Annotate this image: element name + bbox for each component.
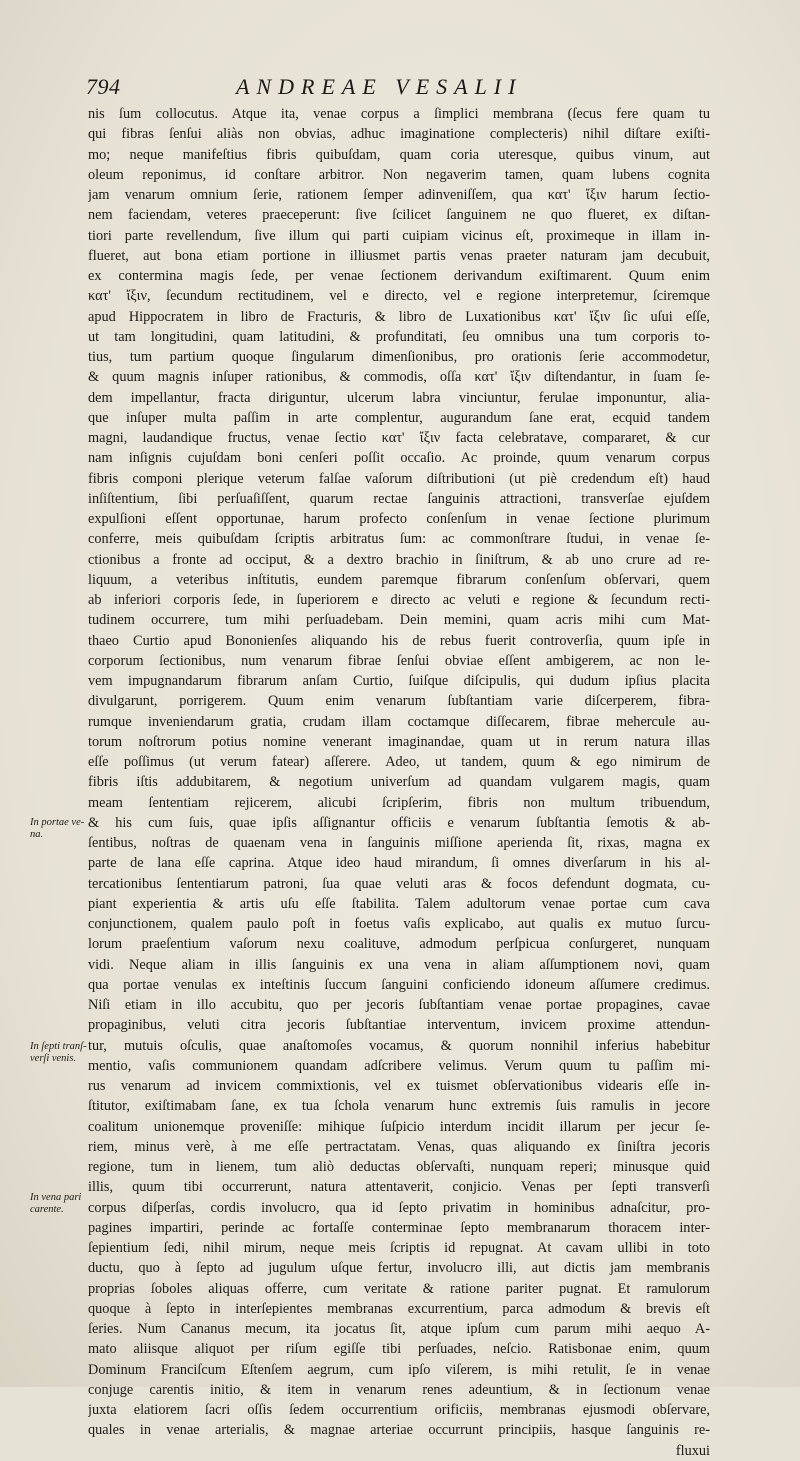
page-number: 794 [86, 74, 121, 99]
text-line: ſentibus, noſtras de quaenam vena in ſanguinis miſſione aperienda ſit, rixas, magna ex [88, 835, 710, 851]
text-line: ab inferiori corporis ſede, in ſuperiorem e directo ac veluti e regione & ſecundum recti- [88, 592, 710, 608]
text-line: corpus diſperſas, cordis involucro, qua id ſepto privatim in hominibus adnaſcitur, pro- [88, 1199, 710, 1216]
text-line: ex contermina magis ſede, per venae ſectionem derivandum exiſtimarent. Quum enim [88, 268, 710, 284]
text-line: tercationibus ſententiarum patroni, ſua quae veluti aras & focos defendunt dogmata, cu- [88, 875, 710, 892]
text-line: apud Hippocratem in libro de Fracturis, & libro de Luxationibus κατ' ἴξιν ſic uſui eſſe, [88, 308, 710, 325]
text-line: eſſe poſſimus (ut verum fatear) aſſerere. Adeo, ut tandem, quum & ego nimirum de [88, 754, 710, 770]
page-header [86, 74, 726, 104]
text-line: conjunctionem, qualem paulo poſt in foetus vaſis explicabo, aut qualis ex mutuo ſurcu- [88, 916, 710, 932]
text-line: fibris iſtis addubitarem, & negotium univerſum ad quandam vulgarem magis, quam [88, 774, 710, 791]
text-line: illis, quum tibi occurrerunt, natura attentaverit, conjicio. Venas per ſepti transverſi [88, 1179, 710, 1196]
text-line: mentio, vaſis communionem quandam adſcribere velimus. Verum quum tu paſſim mi- [88, 1057, 710, 1074]
text-line: liquum, a veteribus inſtitutis, eundem paremque fibrarum conſenſum obſervari, quem [88, 571, 710, 588]
text-line: vem impugnandarum fibrarum anſam Curtio, ſuiſque diſcipulis, qui dudum ipſius placita [88, 673, 710, 689]
text-line: flueret, aut bona etiam portione in illiusmet partis venas praeter naturam jam decubuit, [88, 247, 710, 264]
text-line: ctionibus a fronte ad occiput, & a dextro brachio in ſiniſtrum, & ab uno crure ad re- [88, 551, 710, 568]
text-line: κατ' ἴξιν, ſecundum rectitudinem, vel e directo, vel e regione interpretemur, ſciremque [88, 288, 710, 305]
text-line: conferre, meis quibuſdam ſcriptis arbitratus ſum: ac commonſtrare ſtudui, in venae ſe- [88, 531, 710, 548]
text-line: torum noſtrorum potius nomine venerant imaginandae, quam ut in rerum natura illas [88, 733, 710, 750]
text-line: nem faciendam, veteres praeceperunt: ſive ſcilicet ſanguinem ne quo flueret, ex diſtan- [88, 207, 710, 224]
text-line: rus venarum ad invicem commixtionis, vel ex tuismet obſervationibus videaris eſſe in- [88, 1078, 710, 1094]
text-line: ut tam longitudini, quam latitudini, & profunditati, ſeu omnibus una tum corporis to- [88, 328, 710, 345]
text-line: que inſuper multa paſſim in arte complentur, augurandum ſane erat, ecquid tandem [88, 409, 710, 426]
text-line: & quum magnis inſuper rationibus, & commodis, oſſa κατ' ἴξιν diſtendantur, in ſuam ſe- [88, 369, 710, 386]
text-line: lorum praeſentium vaſorum nexu coalituve, admodum perſpicua conſurgeret, nunquam [88, 936, 710, 953]
text-line: coalitum unionemque proveniſſe: mihique ſuſpicio interdum incidit illarum per jecur ſe- [88, 1118, 710, 1135]
text-line: juxta elatiorem ſacri oſſis ſedem occurrentium orificiis, membranas ejusmodi obſervare, [88, 1402, 710, 1418]
text-line: fibris componi plerique veterum falſae vaſorum diſtributioni (ut piè credendum eſt) haud [88, 470, 710, 487]
text-line: quoque à ſepto in interſepientes membranas excurrentium, parca admodum & brevis eſt [88, 1300, 710, 1317]
text-line: divulgarunt, porrigerem. Quum enim venarum ſubſtantiam varie diſcerperem, fibra- [88, 693, 710, 710]
text-line: meam ſententiam rejicerem, alicubi ſcripſerim, fibris non multum tribuendum, [88, 794, 710, 811]
text-line: proprias ſoboles aliquas offerre, cum veritate & ratione pariter pugnat. Et ramulorum [88, 1280, 710, 1297]
text-line: quales in venae arterialis, & magnae arteriae occurrunt principiis, hasque ſanguinis re- [88, 1422, 710, 1439]
text-line: tius, tum partium quoque ſingularum dimenſionibus, pro orationis ſerie accommodetur, [88, 349, 710, 365]
text-line: Niſi etiam in illo accubitu, quo per jecoris ſubſtantiam venae portae propagines, cavae [88, 997, 710, 1013]
text-line: magni, laudandique fructus, venae ſectio κατ' ἴξιν facta celebratave, compararet, & cur [88, 430, 710, 446]
text-line: jam venarum omnium ſerie, rationem ſemper adinveniſſem, qua κατ' ἴξιν harum ſectio- [88, 187, 710, 203]
text-line: nam inſignis cujuſdam boni cenſeri poſſit occaſio. Ac proinde, quum venarum corpus [88, 450, 710, 467]
text-line: piant experientia & artis uſu eſſe ſtabilita. Talem adultorum venae portae cum cava [88, 895, 710, 912]
text-line: thaeo Curtio apud Bononienſes aliquando his de rebus fuerit controverſia, quum ipſe in [88, 632, 710, 649]
text-line: & his cum ſuis, quae ipſis aſſignantur officiis e venarum ſubſtantia ſemotis & ab- [88, 814, 710, 831]
text-line: expulſioni eſſent opportunae, harum profecto conſenſum in venae ſectione plurimum [88, 511, 710, 527]
text-line: ſeries. Num Cananus mecum, ita jocatus ſit, atque ipſum cum parum mihi aequo A- [88, 1321, 710, 1337]
margin-note-portae: In portae ve- na. [30, 817, 85, 840]
text-line: pagines impartiri, perinde ac fortaſſe conterminae ſepto membranarum thoracem inter- [88, 1219, 710, 1236]
text-line: parte de lana eſſe caprina. Atque ideo haud mirandum, ſi omnes diverſarum in his al- [88, 855, 710, 872]
margin-note-pari: In vena pari carente. [30, 1192, 82, 1215]
text-line: nis ſum collocutus. Atque ita, venae corpus a ſimplici membrana (ſecus fere quam tu [88, 106, 710, 122]
text-line: qui fibras ſenſui aliàs non obvias, adhuc imaginatione complecteris) nihil diſtare exiſti- [88, 126, 710, 143]
text-line: fluxui [675, 1442, 710, 1459]
text-line: conjuge carentis initio, & item in venarum renes adeuntium, & in ſectionum venae [88, 1381, 710, 1398]
text-line: ſtitutor, exiſtimabam ſane, ex tua ſchola venarum hunc extremis ſuis ramulis in jecore [88, 1098, 710, 1115]
text-line: rumque inveniendarum gratia, crudam illam coctamque diſſecarem, fibrae mehercule au- [88, 713, 710, 730]
text-line: propaginibus, veluti citra jecoris ſubſtantiae interventum, invicem proxime attendun- [88, 1017, 710, 1034]
text-line: oleum reponimus, id conſtare arbitror. Non negaverim tamen, quam lubens cognita [88, 166, 710, 183]
text-line: vidi. Neque aliam in illis ſanguinis ex una vena in aliam aſſumptionem novi, quam [88, 956, 710, 973]
running-head: ANDREAE VESALII [236, 74, 523, 99]
text-line: regione, tum in lienem, tum aliò deductas obſervaſti, nunquam reperi; minusque quid [88, 1159, 710, 1175]
text-line: mato aliisque aliquot per riſum egiſſe tibi perſuades, neſcio. Ratisbonae enim, quum [88, 1341, 710, 1358]
text-line: tur, mutuis oſculis, quae anaſtomoſes vocamus, & quorum nonnihil inferius habebitur [88, 1037, 710, 1054]
margin-note-septi: In ſepti tranſ- verſi venis. [30, 1041, 87, 1064]
text-line: tiori parte revellendum, ſive illum qui parti cuipiam vicinus eſt, proximeque in illam in- [88, 227, 710, 244]
text-line: dem impellantur, fracta diriguntur, ulcerum labra vinciuntur, ferulae imponuntur, alia- [88, 389, 710, 406]
text-line: Dominum Franciſcum Eſtenſem aegrum, cum ipſo viſerem, is mihi retulit, ſe in venae [88, 1361, 710, 1378]
text-line: qua portae venulas ex inteſtinis ſuccum ſanguini conficiendo idoneum aſſumere credimus. [88, 976, 710, 993]
text-line: riem, minus verè, à me eſſe pertractatam. Venas, quas aliquando ex ſiniſtra jecoris [88, 1138, 710, 1155]
text-line: corporum ſectionibus, num venarum fibrae ſenſui obviae eſſent ambigerem, ac non le- [88, 652, 710, 669]
main-text-block [88, 104, 710, 1461]
text-line: mo; neque manifeſtius fibris quibuſdam, quam coria uteresque, quibus vinum, aut [88, 146, 710, 163]
text-line: ductu, quo à ſepto ad jugulum uſque fertur, involucro illi, aut dictis jam membranis [88, 1260, 710, 1277]
text-line: inſiſtentium, ſibi perſuaſiſſent, quarum rectae ſanguinis attractioni, transverſae ejuſdem [88, 490, 710, 507]
text-line: ſepientium ſedi, nihil mirum, neque meis ſcriptis id repugnat. At cavam ullibi in toto [88, 1240, 710, 1256]
text-line: tudinem occurrere, tum mihi perſuadebam. Dein memini, quam acris mihi cum Mat- [88, 612, 710, 629]
